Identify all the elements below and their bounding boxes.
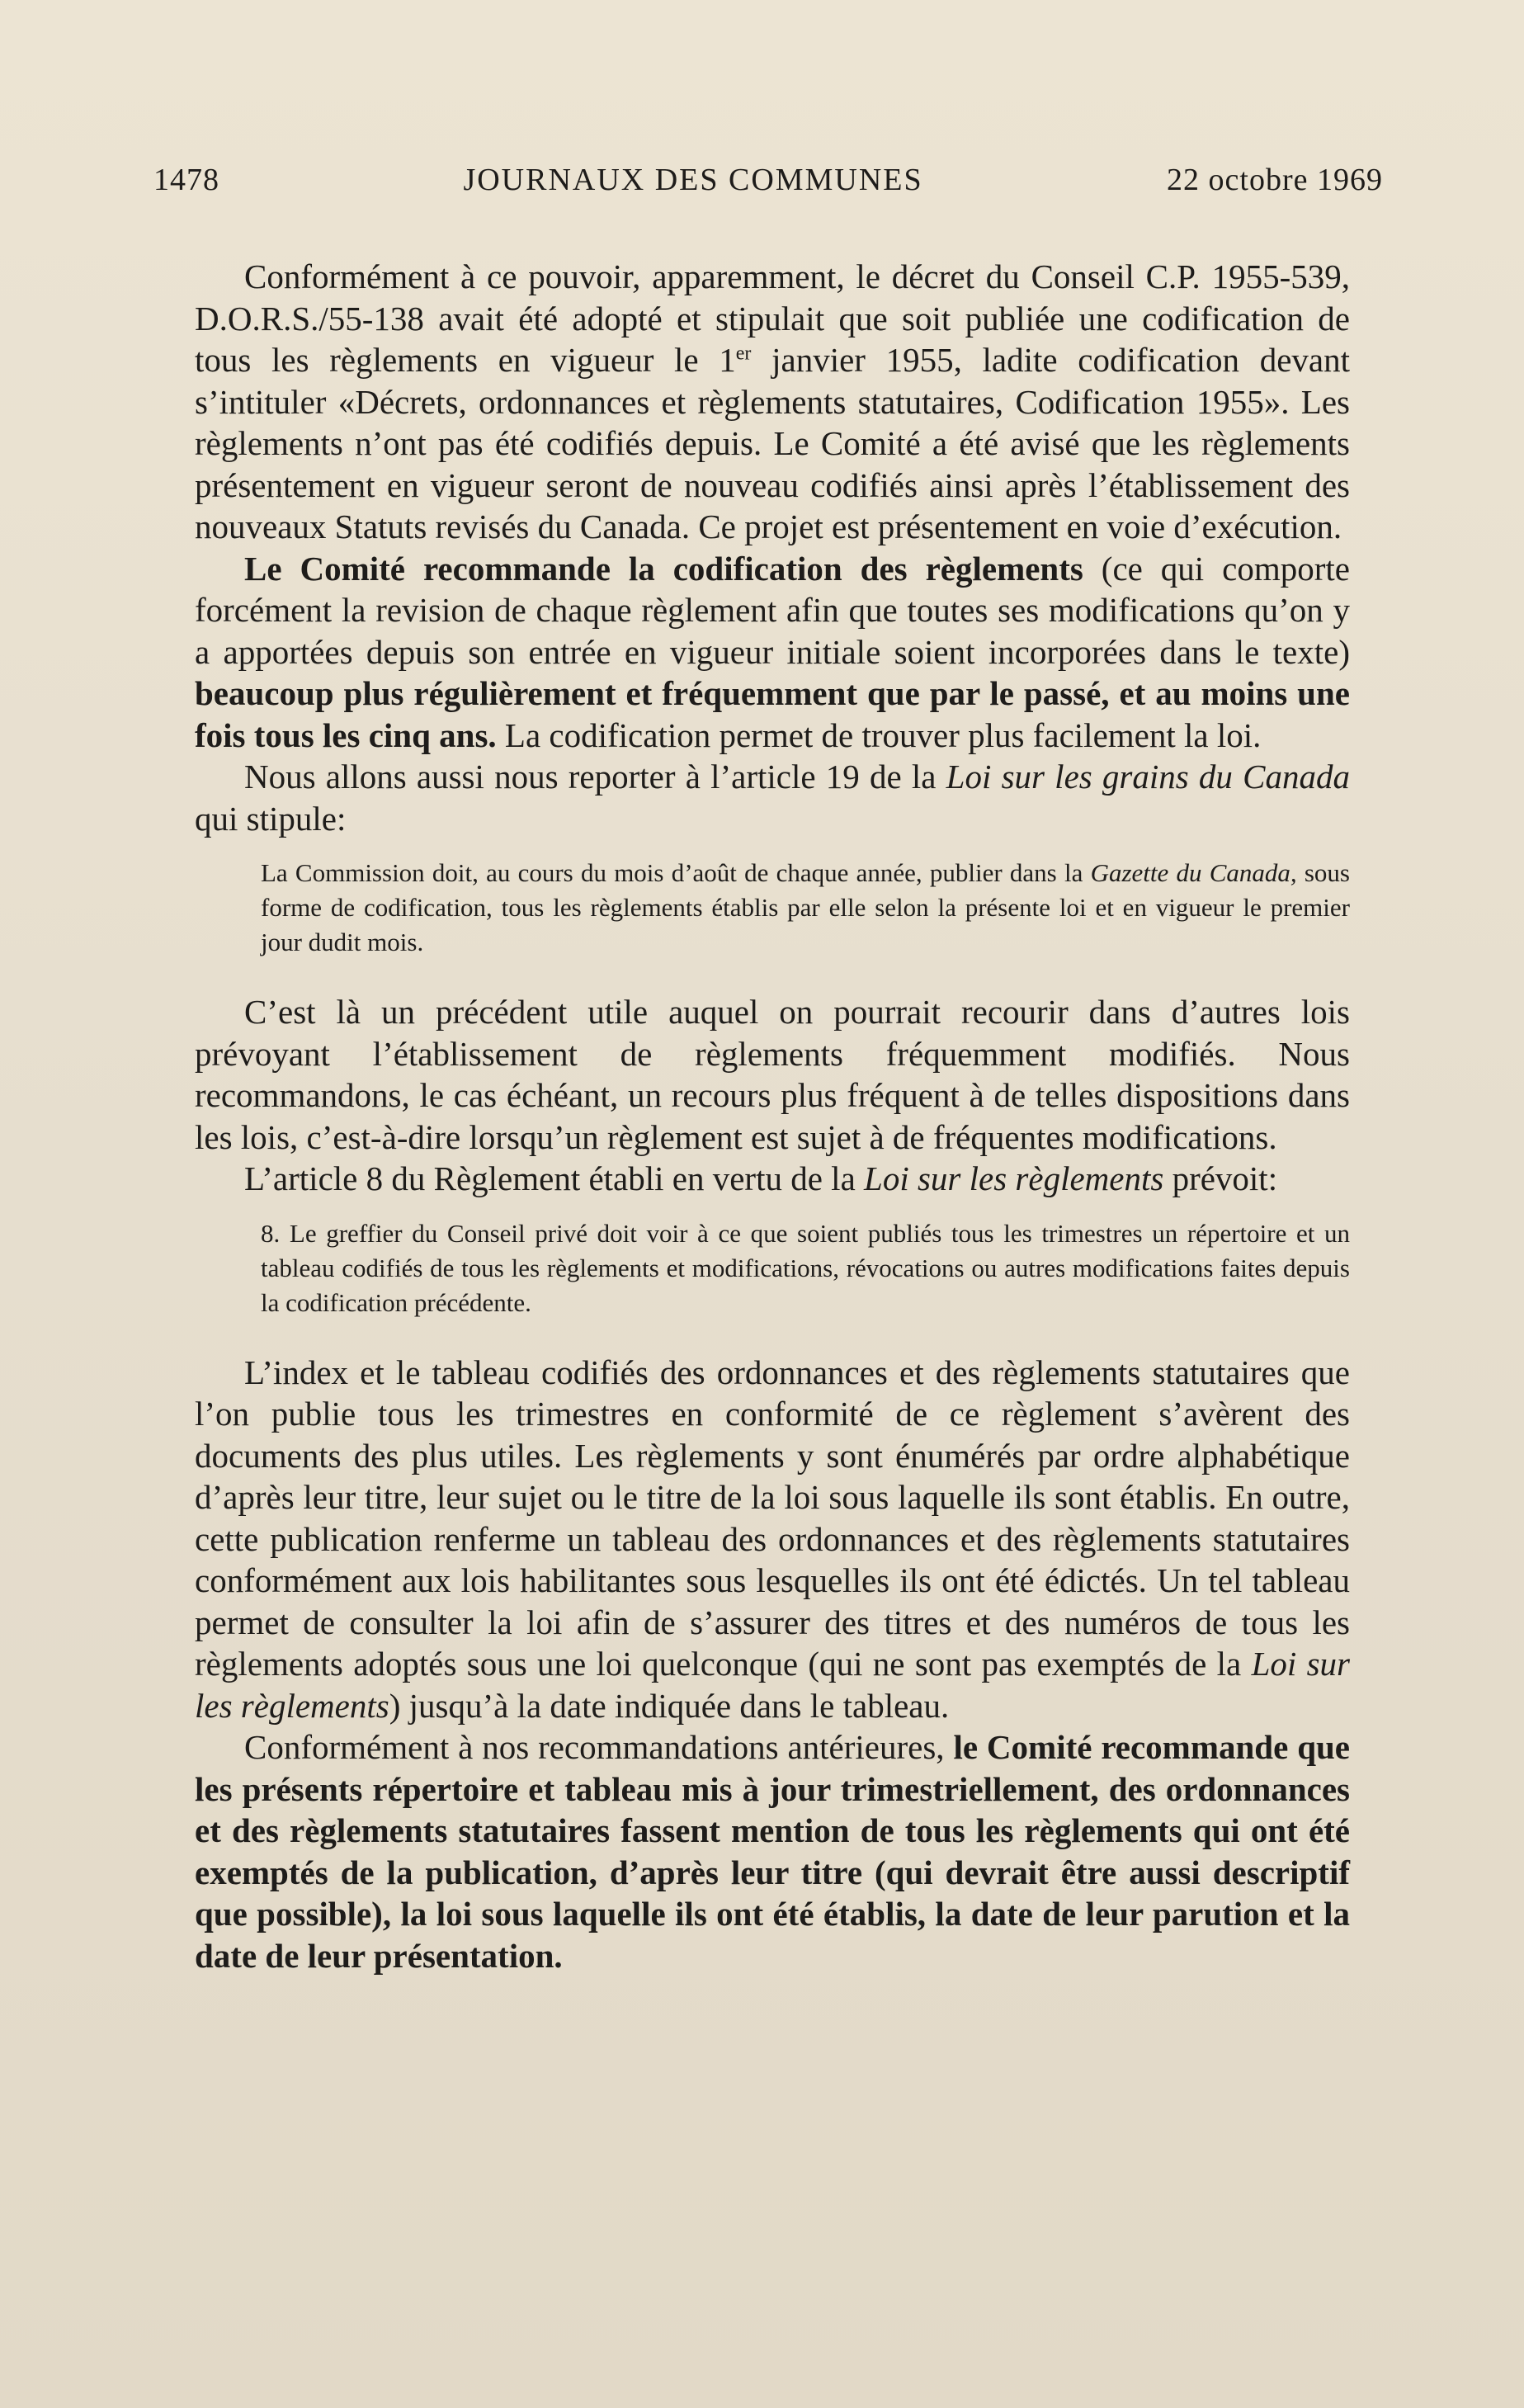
paragraph-text: Nous allons aussi nous reporter à l’article 19 de la	[244, 758, 946, 796]
italic-text: Loi sur les grains du Canada	[946, 758, 1350, 796]
italic-text: Gazette du Canada,	[1090, 858, 1297, 887]
page-body	[195, 256, 1350, 1976]
bold-text: Le Comité recommande la codification des règlements	[244, 549, 1083, 588]
superscript: er	[735, 342, 752, 365]
paragraph-text: qui stipule:	[195, 799, 347, 838]
paragraph-codification-1955	[195, 256, 1350, 548]
journal-title: JOURNAUX DES COMMUNES	[463, 163, 923, 197]
paragraph-precedent: C’est là un précédent utile auquel on pourrait recourir dans d’autres lois prévoyant l’établissement de règlements fréquemment modifiés. Nous recommandons, le cas échéant, un recours plus fréquent à de telles dispositions dans les lois, c’est-à-dire lorsqu’un règlement est sujet à de fréquentes modifications.	[195, 993, 1350, 1156]
block-quote-grains-act	[261, 856, 1350, 960]
paragraph-grains-act	[195, 756, 1350, 839]
quote-text: La Commission doit, au cours du mois d’août de chaque année, publier dans la	[261, 858, 1091, 887]
paragraph-index-table	[195, 1352, 1350, 1727]
paragraph-text: janvier 1955, ladite codification devant s’intituler «Décrets, ordonnances et règlements statutaires, Codification 1955». Les règlements n’ont pas été codifiés depuis. Le Comité a été avisé que les règlements présentement en vigueur seront de nouveau codifiés ainsi après l’établissement des nouveaux Statuts revisés du Canada. Ce projet est présentement en voie d’exécution.	[195, 341, 1351, 545]
paragraph-text: L’index et le tableau codifiés des ordonnances et des règlements statutaires que l’on publie tous les trimestres en conformité de ce règlement s’avèrent des documents des plus utiles. Les règlements y sont énumérés par ordre alphabétique d’après leur titre, leur sujet ou le titre de la loi sous laquelle ils sont établis. En outre, cette publication renferme un tableau des ordonnances et des règlements statutaires conformément aux lois habilitantes sous lesquelles ils ont été édictés. Un tel tableau permet de consulter la loi afin de s’assurer des titres et des numéros de tous les règlements adoptés sous une loi quelconque (qui ne sont pas exemptés de la	[195, 1353, 1350, 1683]
paragraph-recommendation-codification	[195, 548, 1350, 757]
bold-text: le Comité recommande que les présents répertoire et tableau mis à jour trimestriellement, des ordonnances et des règlements statutaires fassent mention de tous les règlements qui ont été exemptés de la publication, d’après leur titre (qui devrait être aussi descriptif que possible), la loi sous laquelle ils ont été établis, la date de leur parution et la date de leur présentation.	[195, 1728, 1350, 1975]
paragraph-text: (ce qui comporte forcément la revision de chaque règlement afin que toutes ses modifications qu’on y a apportées depuis son entrée en vigueur initiale soient incorporées dans le texte)	[195, 549, 1350, 671]
paragraph-text: L’article 8 du Règlement établi en vertu de la	[244, 1159, 865, 1197]
paragraph-text: prévoit:	[1163, 1159, 1278, 1197]
paragraph-final-recommendation	[195, 1726, 1350, 1976]
quote-text: sous forme de codification, tous les règlements établis par elle selon la présente loi et en vigueur le premier jour dudit mois.	[261, 858, 1350, 956]
running-header	[153, 162, 1383, 198]
paragraph-article-8	[195, 1158, 1350, 1200]
paragraph-text: ) jusqu’à la date indiquée dans le tableau.	[389, 1686, 950, 1725]
italic-text: Loi sur les règlements	[864, 1159, 1164, 1197]
bold-text: beaucoup plus régulièrement et fréquemment que par le passé, et au moins une fois tous les cinq ans.	[195, 674, 1350, 754]
header-date: 22 octobre 1969	[1167, 163, 1383, 197]
paragraph-text: Conformément à ce pouvoir, apparemment, le décret du Conseil C.P. 1955-539, D.O.R.S./55-138 avait été adopté et stipulait que soit publiée une codification de tous les règlements en vigueur le 1	[195, 257, 1350, 379]
block-quote-article-8: 8. Le greffier du Conseil privé doit voir à ce que soient publiés tous les trimestres un répertoire et un tableau codifiés de tous les règlements et modifications, révocations ou autres modifications faites depuis la codification précédente.	[261, 1218, 1350, 1317]
italic-text: Loi sur les règlements	[195, 1645, 1350, 1725]
paragraph-text: La codification permet de trouver plus facilement la loi.	[496, 715, 1262, 754]
page-number: 1478	[153, 163, 219, 197]
paragraph-text: Conformément à nos recommandations antérieures,	[244, 1728, 954, 1766]
